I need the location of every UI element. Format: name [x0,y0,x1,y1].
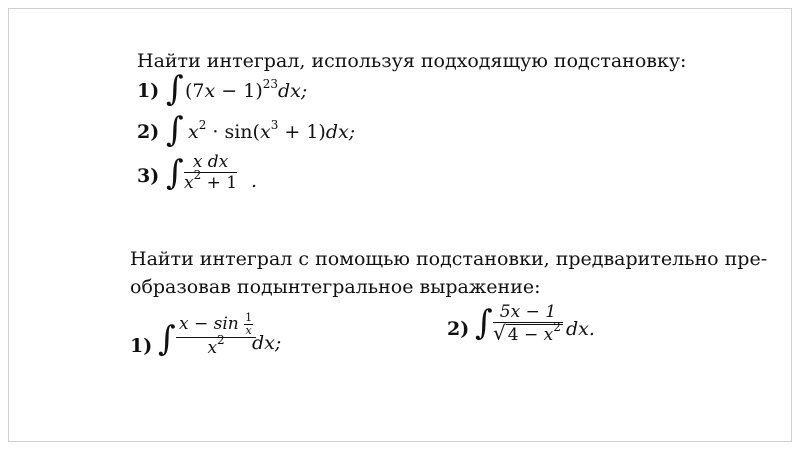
sqrt-expression: √ $4 - x^2$ [493,320,561,345]
integral-sign-4: ∫ [158,319,176,359]
section2-heading-line1: Найти интеграл с помощью подстановки, предварительно пре- [130,248,768,270]
item2-number: 2) [137,121,160,143]
integral-sign-2: ∫ [166,110,184,150]
item3-fraction [184,152,237,193]
s2-item1-number: 1) [130,335,153,357]
item1-expression: $(7x - 1)^{23}dx$; [185,77,308,102]
item3-number: 3) [137,165,160,187]
item2-expression: $x^2 \cdot \sin(x^3 + 1)dx$; [188,118,356,143]
item3-numerator: x dx [184,152,237,173]
section2-heading-line2: образовав подынтегральное выражение: [130,276,541,298]
s2-item1-tail: dx; [252,332,282,354]
section1-heading: Найти интеграл, используя подходящую подстановку: [137,50,687,72]
s2-item1-numerator: x − sin $\frac{1}{x}$ [176,312,256,338]
integral-sign-3: ∫ [166,153,184,193]
s2-item2-denominator [493,320,563,345]
s2-item2-numerator: 5x − 1 [493,302,563,323]
s2-item2-fraction [493,302,563,345]
one-over-x: $\frac{1}{x}$ [245,311,253,337]
integral-sign-1: ∫ [166,69,184,109]
item3-denominator: $x^2 + 1$ [184,168,238,193]
s2-item1-denominator: $x^2$ [207,333,225,358]
slide-frame [8,8,792,442]
item3-tail: . [251,170,258,192]
integral-sign-5: ∫ [475,303,493,343]
s2-item2-tail: dx. [566,318,595,340]
s2-item1-fraction [176,312,256,358]
s2-item2-number: 2) [447,318,470,340]
item1-number: 1) [137,80,160,102]
